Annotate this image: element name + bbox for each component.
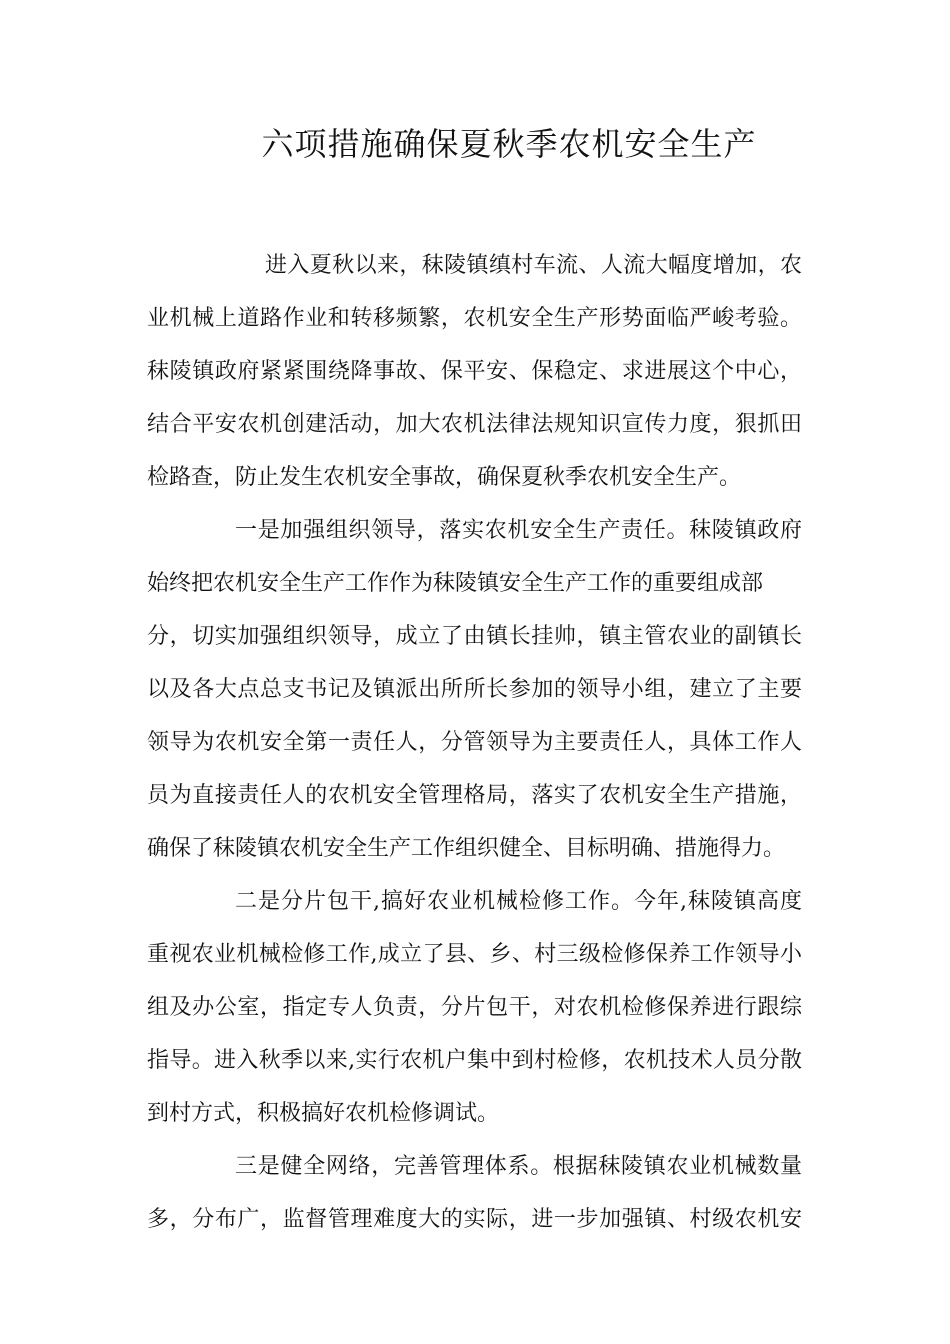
paragraph-line: 到村方式，积极搞好农机检修调试。: [147, 1101, 500, 1126]
paragraph-line: 员为直接责任人的农机安全管理格局，落实了农机安全生产措施，: [147, 783, 802, 808]
paragraph-line: 领导为农机安全第一责任人，分管领导为主要责任人，具体工作人: [147, 730, 802, 755]
paragraph-line: 重视农业机械检修工作,成立了县、乡、村三级检修保养工作领导小: [147, 942, 802, 967]
paragraph-line: 进入夏秋以来，秣陵镇缜村车流、人流大幅度增加，农: [265, 253, 802, 278]
paragraph-line: 一是加强组织领导，落实农机安全生产责任。秣陵镇政府: [235, 518, 802, 543]
paragraph-line: 结合平安农机创建活动，加大农机法律法规知识宣传力度，狠抓田: [147, 412, 802, 437]
paragraph-line: 多，分布广，监督管理难度大的实际，进一步加强镇、村级农机安: [147, 1207, 802, 1232]
paragraph-line: 三是健全网络，完善管理体系。根据秣陵镇农业机械数量: [235, 1154, 802, 1179]
paragraph-line: 分，切实加强组织领导，成立了由镇长挂帅，镇主管农业的副镇长: [147, 624, 802, 649]
paragraph-line: 确保了秣陵镇农机安全生产工作组织健全、目标明确、措施得力。: [147, 836, 786, 861]
paragraph-line: 业机械上道路作业和转移频繁，农机安全生产形势面临严峻考验。: [147, 306, 802, 331]
paragraph-line: 组及办公室，指定专人负责，分片包干，对农机检修保养进行跟综: [147, 995, 802, 1020]
paragraph-line: 以及各大点总支书记及镇派出所所长参加的领导小组，建立了主要: [147, 677, 802, 702]
paragraph-line: 检路查，防止发生农机安全事故，确保夏秋季农机安全生产。: [147, 465, 742, 490]
document-title: 六项措施确保夏秋季农机安全生产: [261, 125, 757, 163]
paragraph-line: 指导。进入秋季以来,实行农机户集中到村检修，农机技术人员分散: [147, 1048, 802, 1073]
paragraph-line: 始终把农机安全生产工作作为秣陵镇安全生产工作的重要组成部: [147, 571, 764, 596]
paragraph-line: 二是分片包干,搞好农业机械检修工作。今年,秣陵镇高度: [235, 889, 802, 914]
paragraph-line: 秣陵镇政府紧紧围绕降事故、保平安、保稳定、求进展这个中心，: [147, 359, 802, 384]
